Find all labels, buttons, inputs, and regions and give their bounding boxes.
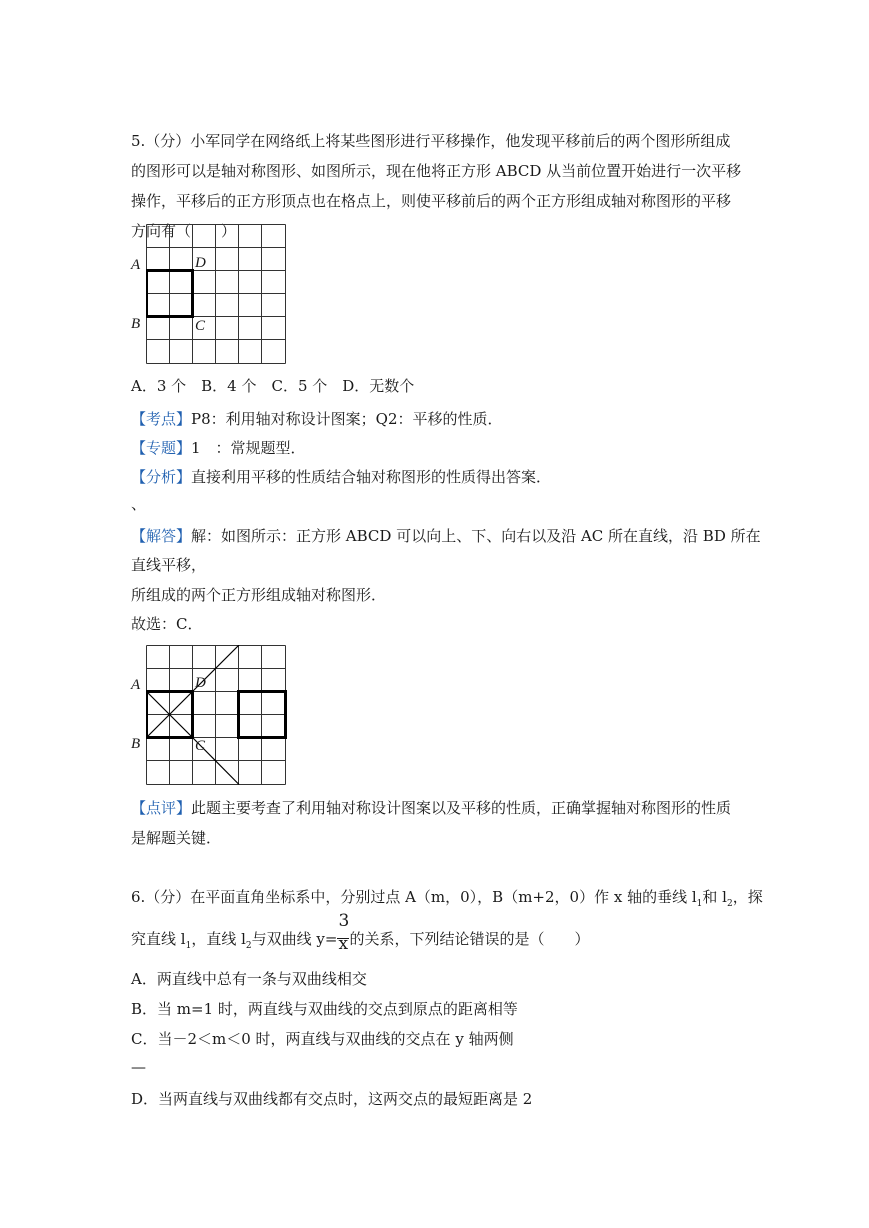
kaodian-tag: 【考点】 xyxy=(131,410,192,428)
q6-line-2 xyxy=(131,911,590,956)
q6-line-1-part-c: ，探 xyxy=(732,888,763,906)
subscript-3: 1 xyxy=(185,941,192,951)
q5-line-1: 5.（分）小军同学在网络纸上将某些图形进行平移操作，他发现平移前后的两个图形所组成 xyxy=(131,132,731,150)
dianping-tag: 【点评】 xyxy=(131,799,192,817)
fraction-3-over-x xyxy=(337,911,350,954)
q6-option-b: B．当 m=1 时，两直线与双曲线的交点到原点的距离相等 xyxy=(131,1000,518,1018)
q5-jieda-1 xyxy=(131,526,761,546)
fraction-denominator: x xyxy=(338,934,349,954)
q5-solution-figure xyxy=(146,645,288,787)
q6-line-2-part-a: 究直线 l xyxy=(131,930,186,948)
q5-jieda-2: 直线平移， xyxy=(131,556,207,574)
subscript-1: 1 xyxy=(696,899,703,909)
q5-jieda-4: 故选：C． xyxy=(131,615,203,633)
q5-options: A．3 个 B．4 个 C．5 个 D．无数个 xyxy=(131,377,415,395)
subscript-4: 2 xyxy=(245,941,252,951)
q5-grid-figure xyxy=(146,224,288,366)
fig1-label-a: A xyxy=(131,257,141,273)
grid-lines xyxy=(147,646,286,785)
q6-option-c: C．当－2＜m＜0 时，两直线与双曲线的交点在 y 轴两侧 xyxy=(131,1030,514,1048)
q5-line-2: 的图形可以是轴对称图形、如图所示，现在他将正方形 ABCD 从当前位置开始进行一次平移 xyxy=(131,162,742,180)
q6-dash: — xyxy=(131,1058,146,1076)
dianping-text-1: 此题主要考查了利用轴对称设计图案以及平移的性质，正确掌握轴对称图形的性质 xyxy=(191,799,732,817)
q6-line-1-part-a: 6.（分）在平面直角坐标系中，分别过点 A（m，0），B（m+2，0）作 x 轴的垂线 l xyxy=(131,888,697,906)
q5-line-4: 方向有（ ） xyxy=(131,222,237,240)
q5-dianping-2: 是解题关键． xyxy=(131,829,222,847)
subscript-2: 2 xyxy=(726,899,733,909)
q5-line-3: 操作，平移后的正方形顶点也在格点上，则使平移前后的两个正方形组成轴对称图形的平移 xyxy=(131,192,732,210)
q6-line-1 xyxy=(131,887,763,914)
jieda-text-1: 解：如图所示：正方形 ABCD 可以向上、下、向右以及沿 AC 所在直线，沿 BD 所在 xyxy=(191,527,761,545)
zhuanti-text: 1 ：常规题型． xyxy=(191,439,306,457)
fig2-label-a: A xyxy=(131,677,141,693)
q6-option-d: D．当两直线与双曲线都有交点时，这两交点的最短距离是 2 xyxy=(131,1090,533,1108)
q6-option-a: A．两直线中总有一条与双曲线相交 xyxy=(131,970,367,988)
grid-lines xyxy=(147,225,286,364)
q5-dianping-1 xyxy=(131,798,731,818)
q5-jieda-3: 所组成的两个正方形组成轴对称图形． xyxy=(131,586,387,604)
fraction-numerator: 3 xyxy=(338,911,350,931)
jieda-tag: 【解答】 xyxy=(131,527,192,545)
q6-line-2-part-d: 的关系，下列结论错误的是（ ） xyxy=(349,930,590,948)
q6-line-1-part-b: 和 l xyxy=(702,888,727,906)
fig2-label-b: B xyxy=(131,736,141,752)
kaodian-text: P8：利用轴对称设计图案；Q2：平移的性质． xyxy=(191,410,503,428)
fig2-label-d: D xyxy=(195,675,206,691)
q5-fenxi xyxy=(131,467,551,487)
q6-line-2-part-c: 与双曲线 y= xyxy=(251,930,338,948)
fenxi-tag: 【分析】 xyxy=(131,468,192,486)
q6-line-2-part-b: ，直线 l xyxy=(191,930,246,948)
fig2-label-c: C xyxy=(195,738,206,754)
q5-zhuanti xyxy=(131,438,306,458)
fig1-label-d: D xyxy=(195,255,206,271)
zhuanti-tag: 【专题】 xyxy=(131,439,192,457)
fig1-label-c: C xyxy=(195,318,206,334)
q5-kaodian xyxy=(131,409,503,429)
fig1-label-b: B xyxy=(131,316,141,332)
fraction-bar xyxy=(337,938,349,939)
fenxi-text: 直接利用平移的性质结合轴对称图形的性质得出答案． xyxy=(191,468,552,486)
q5-mark: 、 xyxy=(131,495,147,513)
